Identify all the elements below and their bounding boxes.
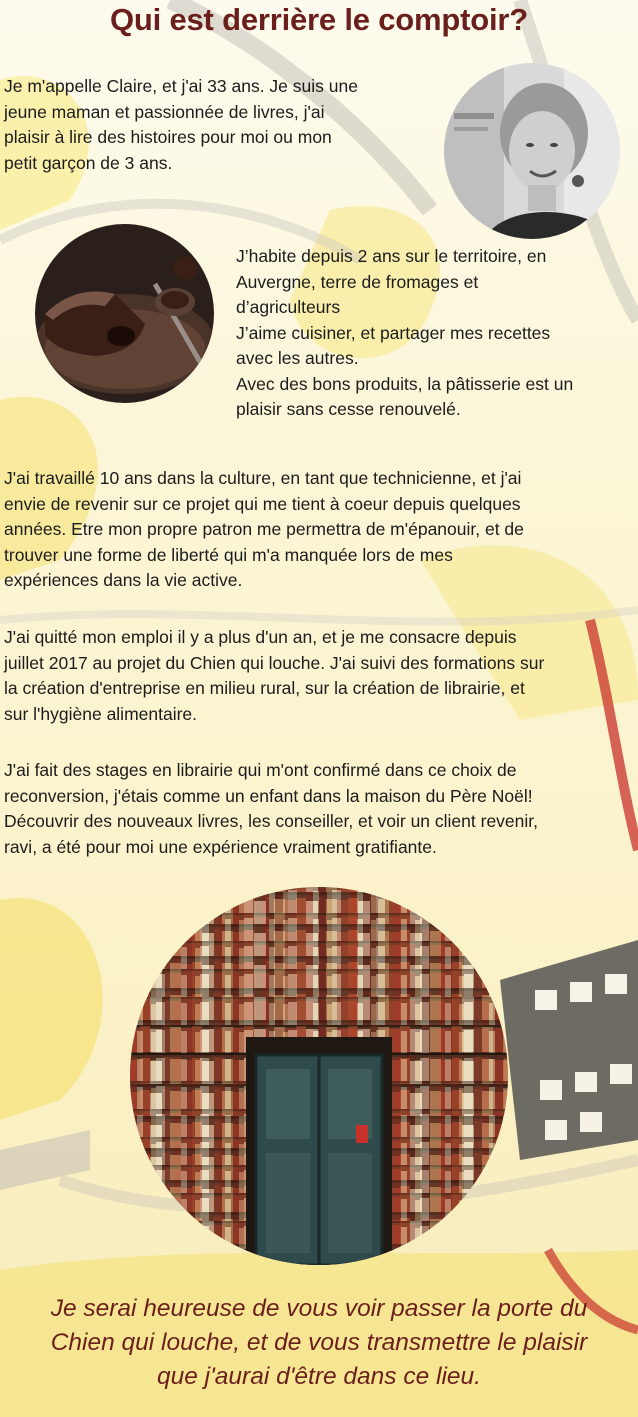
closing-message: Je serai heureuse de vous voir passer la porte du Chien qui louche, et de vous transmettre le plaisir que j'aurai d'être dans ce lieu.: [50, 1295, 588, 1390]
page-title: Qui est derrière le comptoir?: [110, 2, 528, 37]
portrait-photo: [444, 63, 620, 239]
career-paragraph: J'ai travaillé 10 ans dans la culture, en tant que technicienne, et j'ai envie de revenir sur ce projet qui me tient à coeur depuis quelques années. Etre mon propre patron me permettra de m'épanouir, et de trouver une forme de liberté qui m'a manquée lors de mes expériences dans la vie active.: [4, 468, 524, 590]
internships-paragraph: J'ai fait des stages en librairie qui m'ont confirmé dans ce choix de reconversion, j'étais comme un enfant dans la maison du Père Noël! Découvrir des nouveaux livres, les conseiller, et voir un client revenir, ravi, a été pour moi une expérience vraiment gratifiante.: [4, 760, 538, 857]
bookshelf-door-photo: [130, 887, 508, 1265]
intro-paragraph: Je m'appelle Claire, et j'ai 33 ans. Je suis une jeune maman et passionnée de livres, j'ai plaisir à lire des histoires pour moi ou mon petit garçon de 3 ans.: [4, 76, 358, 173]
chocolate-cake-photo: [35, 224, 214, 403]
territory-paragraph: J’habite depuis 2 ans sur le territoire, en Auvergne, terre de fromages et d’agriculteurs J’aime cuisiner, et partager mes recettes avec les autres. Avec des bons produits, la pâtisserie est un plaisir sans cesse renouvelé.: [236, 246, 574, 419]
project-paragraph: J'ai quitté mon emploi il y a plus d'un an, et je me consacre depuis juillet 2017 au projet du Chien qui louche. J'ai suivi des formations sur la création d'entreprise en milieu rural, sur la création de librairie, et sur l'hygiène alimentaire.: [4, 627, 545, 724]
